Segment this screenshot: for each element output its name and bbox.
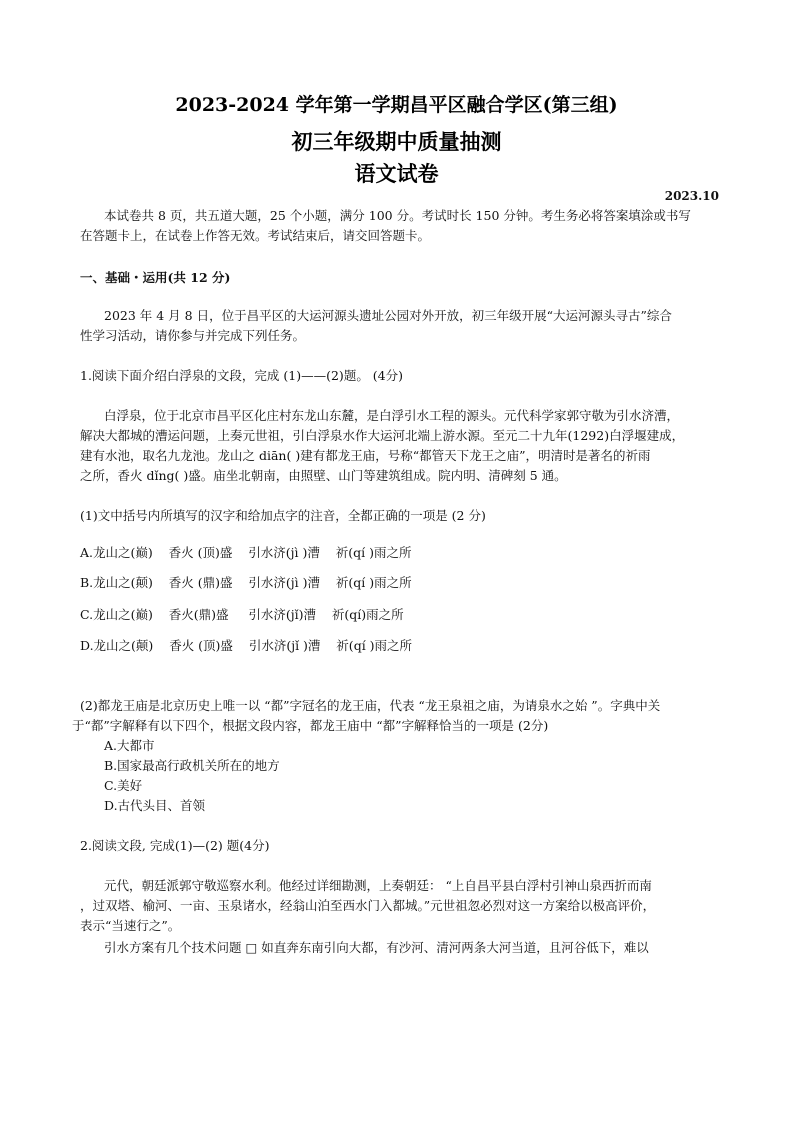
answer-option: A.龙山之(巅) 香火 (顶)盛 引水济(jì )漕 祈(qí )雨之所 — [80, 545, 412, 560]
exam-date: 2023.10 — [664, 189, 719, 203]
passage-line: 表示“当速行之”。 — [80, 918, 181, 933]
intro-line: 本试卷共 8 页，共五道大题，25 个小题，满分 100 分。考试时长 150 分钟。考生务必将答案填涂或书写 — [104, 208, 691, 223]
answer-option: D.龙山之(颠) 香火 (顶)盛 引水济(jǐ )漕 祈(qí )雨之所 — [80, 638, 413, 653]
exam-title-line3: 语文试卷 — [354, 161, 439, 186]
answer-option: B.龙山之(颠) 香火 (鼎)盛 引水济(jì )漕 祈(qí )雨之所 — [80, 575, 412, 590]
context-line: 性学习活动，请你参与并完成下列任务。 — [80, 328, 306, 343]
answer-option: A.大都市 — [104, 738, 155, 753]
passage-line: 解决大都城的漕运问题，上奏元世祖，引白浮泉水作大运河北端上游水源。至元二十九年(1292)白浮堰建成， — [80, 428, 685, 443]
sub-question-stem: 于“都”字解释有以下四个，根据文段内容，都龙王庙中 “都”字解释恰当的一项是 (2分) — [72, 718, 549, 733]
passage-line: 建有水池，取名九龙池。龙山之 diān( )建有都龙王庙，号称“都管天下龙王之庙”，明清时是著名的祈雨 — [80, 448, 651, 463]
question-stem: 1.阅读下面介绍白浮泉的文段，完成 (1)——(2)题。 (4分) — [80, 368, 403, 383]
intro-line: 在答题卡上，在试卷上作答无效。考试结束后，请交回答题卡。 — [80, 228, 431, 243]
passage-line: ，过双塔、榆河、一亩、玉泉诸水，经翁山泊至西水门入都城。”元世祖忽必烈对这一方案给以极高评价， — [80, 898, 656, 913]
answer-option: B.国家最高行政机关所在的地方 — [104, 758, 280, 773]
answer-option: D.古代头目、首领 — [104, 798, 206, 813]
exam-title-line2: 初三年级期中质量抽测 — [291, 129, 502, 154]
passage-line: 之所，香火 dǐng( )盛。庙坐北朝南，由照壁、山门等建筑组成。院内明、清碑刻 5 通。 — [80, 468, 567, 483]
section-heading: 一、基础・运用(共 12 分) — [80, 270, 231, 285]
passage-line: 白浮泉，位于北京市昌平区化庄村东龙山东麓，是白浮引水工程的源头。元代科学家郭守敬为引水济漕， — [104, 408, 680, 423]
question-stem: 2.阅读文段, 完成(1)—(2) 题(4分) — [80, 838, 270, 853]
passage-line: 引水方案有几个技术问题 □ 如直奔东南引向大都，有沙河、清河两条大河当道，且河谷低下，难以 — [104, 940, 649, 955]
exam-title-line1: 2023-2024 学年第一学期昌平区融合学区(第三组) — [175, 94, 618, 116]
context-line: 2023 年 4 月 8 日，位于昌平区的大运河源头遗址公园对外开放，初三年级开展“大运河源头寻古”综合 — [104, 308, 672, 323]
answer-option: C.美好 — [104, 778, 143, 793]
sub-question-stem: (1)文中括号内所填写的汉字和给加点字的注音，全都正确的一项是 (2 分) — [80, 508, 486, 523]
sub-question-stem: (2)都龙王庙是北京历史上唯一以 “都”字冠名的龙王庙，代表 “龙王泉祖之庙，为请泉水之始 ”。字典中关 — [80, 698, 661, 713]
answer-option: C.龙山之(巅) 香火(鼎)盛 引水济(jǐ)漕 祈(qí)雨之所 — [80, 607, 404, 622]
passage-line: 元代，朝廷派郭守敬巡察水利。他经过详细勘测，上奏朝廷： “上自昌平县白浮村引神山泉西折而南 — [104, 878, 652, 893]
